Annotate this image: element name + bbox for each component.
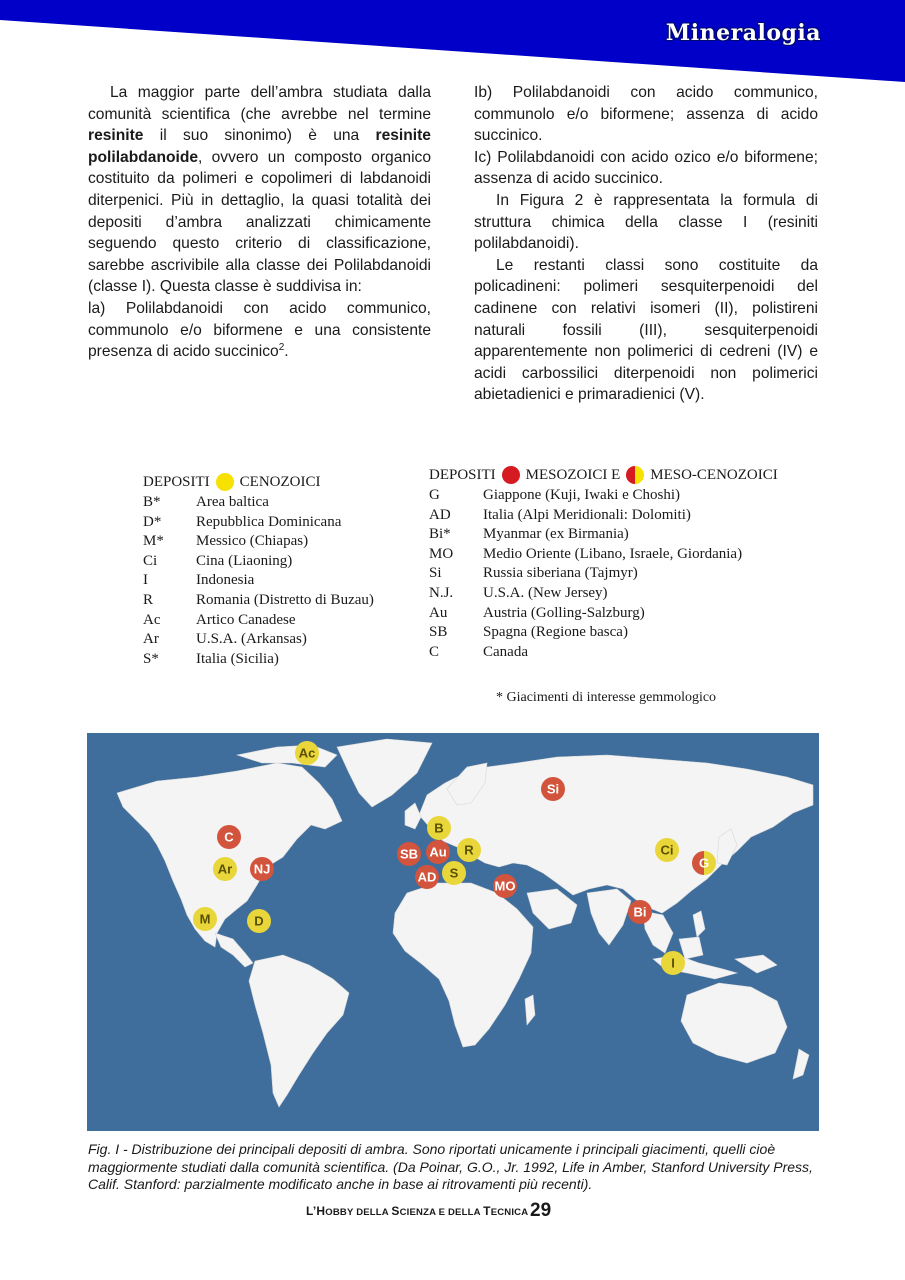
paragraph: In Figura 2 è rappresentata la formula di struttura chimica della classe I (resiniti polilabdanoidi). bbox=[474, 191, 818, 253]
text-column-right bbox=[474, 82, 818, 406]
deposit-marker bbox=[397, 842, 421, 866]
deposit-marker bbox=[247, 909, 271, 933]
legend-code: G bbox=[429, 487, 440, 503]
deposit-marker-label: MO bbox=[494, 878, 516, 894]
legend-code: B* bbox=[143, 494, 161, 510]
deposit-marker bbox=[250, 857, 274, 881]
legend-code: S* bbox=[143, 650, 159, 667]
deposit-marker bbox=[692, 851, 716, 875]
legend-item bbox=[143, 591, 374, 611]
footer-journal-name: L’HOBBY DELLA SCIENZA E DELLA TECNICA bbox=[306, 1204, 529, 1218]
deposit-marker-label: G bbox=[698, 855, 710, 871]
legend-item bbox=[429, 623, 778, 643]
deposit-marker-label: AD bbox=[417, 869, 437, 885]
legend-code: AD bbox=[429, 506, 451, 523]
legend-name: Romania (Distretto di Buzau) bbox=[196, 591, 374, 608]
deposit-marker-label: D bbox=[254, 913, 264, 929]
legend-item bbox=[429, 506, 778, 526]
legend-name: Myanmar (ex Birmania) bbox=[483, 526, 629, 543]
legend-cenozoic bbox=[143, 472, 374, 669]
gemological-note: * Giacimenti di interesse gemmologico bbox=[496, 690, 717, 705]
deposit-marker-label: SB bbox=[399, 846, 419, 862]
yellow-dot-icon bbox=[216, 473, 234, 491]
legend-code: MO bbox=[429, 545, 454, 562]
legend-item bbox=[429, 525, 778, 545]
legend-title: DEPOSITI CENOZOICI bbox=[143, 473, 321, 490]
deposit-marker-label: Ac bbox=[298, 745, 316, 761]
deposit-marker bbox=[415, 865, 439, 889]
deposit-marker bbox=[661, 951, 685, 975]
legend-code: Si bbox=[429, 565, 442, 582]
text-column-left bbox=[88, 82, 431, 363]
legend-name: Artico Canadese bbox=[196, 611, 296, 628]
legend-item bbox=[143, 611, 374, 631]
legend-code: R bbox=[143, 591, 154, 608]
legend-name: Indonesia bbox=[196, 572, 255, 589]
deposit-marker-label: S bbox=[449, 865, 459, 881]
deposit-marker bbox=[457, 838, 481, 862]
deposit-marker bbox=[213, 857, 237, 881]
deposit-marker bbox=[655, 838, 679, 862]
legend-item bbox=[429, 584, 778, 604]
world-map bbox=[87, 733, 819, 1131]
deposit-marker-label: NJ bbox=[253, 861, 271, 877]
legend-item bbox=[429, 604, 778, 624]
figure-caption: Fig. I - Distribuzione dei principali depositi di ambra. Sono riportati unicamente i principali giacimenti, quelli cioè maggiormente studiati dalla comunità scientifica. (Da Poinar, G.O., Jr. 1992, Life in Amber, Stanford University Press, Calif. Stanford: parzialmente modificato anche in base ai ritrovamenti più recenti). bbox=[88, 1141, 813, 1192]
legend-item bbox=[429, 486, 778, 506]
legend-name: Austria (Golling-Salzburg) bbox=[483, 604, 645, 621]
legend-item bbox=[143, 571, 374, 591]
half-red-yellow-dot-icon bbox=[626, 466, 644, 484]
legend-code: SB bbox=[429, 624, 448, 641]
legend-name: Cina (Liaoning) bbox=[196, 552, 293, 569]
legend-name: Repubblica Dominicana bbox=[196, 513, 342, 530]
deposit-marker-label: C bbox=[224, 829, 234, 845]
red-dot-icon bbox=[502, 466, 520, 484]
legend-mesozoic bbox=[429, 465, 778, 662]
legend-title: DEPOSITI MESOZOICI E MESO-CENOZOICI bbox=[429, 466, 778, 483]
deposit-marker bbox=[493, 874, 517, 898]
legend-code: Au bbox=[429, 604, 448, 621]
legend-item bbox=[143, 493, 374, 513]
legend-name: Medio Oriente (Libano, Israele, Giordania) bbox=[483, 545, 743, 562]
legend-item bbox=[429, 545, 778, 565]
deposit-marker bbox=[427, 816, 451, 840]
legend-name: U.S.A. (New Jersey) bbox=[483, 584, 608, 601]
legend-code: Ar bbox=[143, 631, 159, 648]
deposit-marker-label: M bbox=[199, 911, 211, 927]
legend-name: U.S.A. (Arkansas) bbox=[196, 631, 307, 648]
legend-item bbox=[143, 513, 374, 533]
deposit-marker-label: R bbox=[464, 842, 474, 858]
deposit-marker-label: Ar bbox=[217, 861, 233, 877]
legend-name: Russia siberiana (Tajmyr) bbox=[483, 565, 638, 582]
legend-name: Giappone (Kuji, Iwaki e Choshi) bbox=[483, 487, 681, 503]
deposit-marker bbox=[628, 900, 652, 924]
legend-code: M* bbox=[143, 533, 164, 550]
paragraph: La maggior parte dell’ambra studiata dalla comunità scientifica (che avrebbe nel termine resinite il suo sinonimo) è una resinite polilabdanoide, ovvero un composto organico costituito da polimeri e copolimeri di labdanoidi diterpenici. Più in dettaglio, la quasi totalità dei depositi d’ambra analizzati chimicamente seguendo questo criterio di classificazione, sarebbe ascrivibile alla classe dei Polilabdanoidi (classe I). Questa classe è suddivisa in: bbox=[88, 84, 431, 296]
paragraph: Ib) Polilabdanoidi con acido communico, communolo e/o biformene; assenza di acido succinico. bbox=[474, 84, 818, 145]
legend-code: Ci bbox=[143, 552, 158, 569]
deposit-marker-label: Au bbox=[429, 844, 447, 860]
deposit-marker bbox=[193, 907, 217, 931]
legend-code: N.J. bbox=[429, 584, 454, 601]
deposit-marker-label: B bbox=[434, 820, 444, 836]
section-title: Mineralogia bbox=[665, 20, 821, 46]
legend-name: Italia (Sicilia) bbox=[196, 650, 279, 667]
legend-item bbox=[429, 643, 778, 663]
legend-item bbox=[143, 552, 374, 572]
legend-code: C bbox=[429, 643, 440, 660]
deposit-marker-label: I bbox=[671, 955, 675, 971]
legend-code: Ac bbox=[143, 611, 161, 628]
legend-code: D* bbox=[143, 513, 162, 530]
legend-item bbox=[143, 650, 374, 670]
legend-item bbox=[429, 564, 778, 584]
legend-code: I bbox=[143, 572, 148, 589]
deposit-marker bbox=[541, 777, 565, 801]
paragraph: Ic) Polilabdanoidi con acido ozico e/o biformene; assenza di acido succinico. bbox=[474, 148, 818, 188]
legend-name: Area baltica bbox=[196, 494, 269, 510]
deposit-marker-label: Ci bbox=[660, 842, 674, 858]
legend-name: Spagna (Regione basca) bbox=[483, 624, 628, 641]
deposit-marker bbox=[426, 840, 450, 864]
paragraph: la) Polilabdanoidi con acido communico, communolo e/o biformene e una consistente presenza di acido succinico$^2$. bbox=[88, 299, 431, 361]
paragraph: Le restanti classi sono costituite da policadineni: polimeri sesquiterpenoidi del cadinene con relativi isomeri (II), polistireni naturali fossili (III), sesquiterpenoidi apparentemente non polimerici di cedreni (IV) e acidi carbossilici diterpenoidi non polimerici abietadienici e primaradienici (V). bbox=[474, 256, 818, 404]
deposit-marker bbox=[217, 825, 241, 849]
deposit-marker bbox=[295, 741, 319, 765]
legend-name: Messico (Chiapas) bbox=[196, 533, 309, 550]
legend-name: Canada bbox=[483, 643, 528, 660]
legend-code: Bi* bbox=[429, 526, 451, 543]
deposit-marker bbox=[442, 861, 466, 885]
legend-item bbox=[143, 532, 374, 552]
legend-item bbox=[143, 630, 374, 650]
deposit-marker-label: Bi bbox=[633, 904, 647, 920]
legend-name: Italia (Alpi Meridionali: Dolomiti) bbox=[483, 506, 691, 523]
page-number: 29 bbox=[530, 1200, 552, 1221]
deposit-marker-label: Si bbox=[546, 781, 560, 797]
